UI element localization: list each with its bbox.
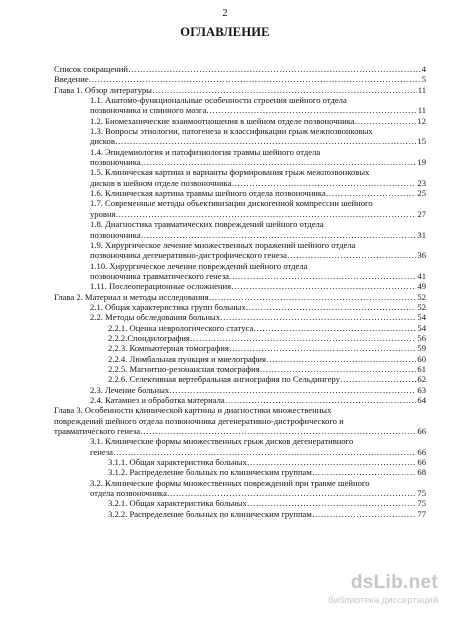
- table-of-contents: [54, 64, 426, 519]
- toc-page-number: 61: [417, 363, 426, 374]
- toc-page-number: 11: [417, 84, 426, 95]
- dot-leader: [115, 136, 417, 146]
- toc-page-number: 4: [421, 64, 426, 74]
- dot-leader: [209, 292, 417, 302]
- toc-entry: [54, 395, 426, 405]
- toc-entry-text: Список сокращений: [54, 64, 128, 74]
- dot-leader: [225, 395, 417, 405]
- toc-page-number: 25: [417, 188, 426, 199]
- dot-leader: [167, 488, 417, 498]
- dot-leader: [340, 374, 416, 384]
- toc-entry-text: позвоночника: [90, 229, 141, 240]
- dot-leader: [190, 333, 417, 343]
- toc-entry-text: дисков: [90, 136, 115, 147]
- toc-entry-text: 2.3. Лечение больных: [90, 384, 170, 395]
- watermark-logo: dsLib.net: [350, 572, 438, 593]
- toc-entry-text: 3.1.1. Общая характеристика больных: [108, 457, 247, 468]
- toc-entry-text: 2.2.6. Селективная вертебральная ангиография по Сельдингеру: [108, 374, 341, 385]
- toc-page-number: 75: [417, 498, 426, 509]
- toc-page-number: 68: [417, 467, 426, 478]
- toc-page-number: 36: [417, 250, 426, 261]
- toc-entry: [54, 74, 426, 84]
- toc-entry: [54, 478, 426, 499]
- dot-leader: [312, 509, 417, 519]
- watermark: [308, 572, 438, 606]
- toc-entry-text: отдела позвоночника: [90, 488, 167, 499]
- toc-page-number: 62: [417, 374, 426, 385]
- toc-entry-text: 2.2. Методы обследования больных: [90, 312, 221, 323]
- toc-entry-text: дисков в шейном отделе позвоночника: [90, 177, 232, 188]
- toc-entry-text: 3.2.2. Распределение больных по клиническим группам: [108, 508, 312, 519]
- toc-entry: [54, 116, 426, 126]
- toc-entry: [54, 405, 426, 436]
- toc-entry: [54, 385, 426, 395]
- toc-entry: [54, 302, 426, 312]
- toc-page-number: 66: [417, 426, 426, 437]
- dot-leader: [152, 85, 417, 95]
- toc-page-number: 27: [417, 208, 426, 219]
- toc-entry: [54, 95, 426, 116]
- dot-leader: [326, 188, 417, 198]
- toc-entry-text: 1.9. Хирургическое лечение множественных поражений шейного отдела: [90, 239, 356, 250]
- dot-leader: [229, 343, 417, 353]
- toc-entry-text: 2.2.5. Магнитно-резонансная томография: [108, 363, 260, 374]
- toc-entry-text: генеза: [90, 446, 113, 457]
- dot-leader: [247, 457, 417, 467]
- toc-entry-text: Глава 3. Особенности клинической картины и диагностики множественных: [54, 405, 332, 416]
- toc-entry-text: уровня: [90, 208, 116, 219]
- toc-page-number: 54: [417, 312, 426, 323]
- toc-entry-text: 3.1.2. Распределение больных по клиническим группам: [108, 467, 312, 478]
- dot-leader: [260, 364, 417, 374]
- toc-entry: [54, 333, 426, 343]
- toc-entry-text: 2.2.3. Компьютерная томография: [108, 343, 229, 354]
- toc-entry-text: 1.8. Диагностика травматических повреждений шейного отдела: [90, 219, 324, 230]
- toc-page-number: 66: [417, 446, 426, 457]
- toc-entry-text: Глава 1. Обзор литературы: [54, 84, 152, 95]
- toc-entry-text: позвоночника и спинного мозга: [90, 105, 207, 116]
- toc-entry-text: 1.6. Клиническая картина травмы шейного отдела позвоночника: [90, 188, 326, 199]
- dot-leader: [312, 467, 417, 477]
- toc-page-number: 64: [417, 395, 426, 405]
- toc-page-number: 5: [421, 74, 426, 85]
- toc-page-number: 11: [417, 105, 426, 116]
- toc-page-number: 75: [417, 488, 426, 499]
- toc-entry-text: 2.2.4. Люмбальная пункция и миелография: [108, 353, 266, 364]
- dot-leader: [355, 116, 417, 126]
- toc-entry-text: 2.1. Общая характеристика групп больных: [90, 301, 246, 312]
- toc-page-number: 12: [417, 115, 426, 126]
- toc-entry-text: 3.1. Клинические формы множественных грыж дисков дегенеративного: [90, 436, 354, 447]
- toc-entry-text: 1.11. Послеоперационные осложнения: [90, 281, 232, 292]
- toc-entry-text: позвоночника: [90, 157, 141, 168]
- toc-page-number: 77: [417, 508, 426, 519]
- toc-entry-text: 3.2.1. Общая характеристика больных: [108, 498, 247, 509]
- toc-page-number: 63: [417, 384, 426, 395]
- toc-entry: [54, 364, 426, 374]
- toc-entry-text: повреждений шейного отдела позвоночника дегенеративно-дистрофического и: [54, 415, 344, 426]
- toc-entry: [54, 85, 426, 95]
- toc-page-number: 52: [417, 301, 426, 312]
- toc-entry-text: травматического генеза: [54, 426, 141, 437]
- toc-entry: [54, 498, 426, 508]
- toc-page-number: 19: [417, 157, 426, 168]
- toc-entry: [54, 457, 426, 467]
- dot-leader: [141, 230, 417, 240]
- toc-entry-text: 2.4. Катамнез и обработка материала: [90, 395, 225, 405]
- toc-entry: [54, 312, 426, 322]
- toc-entry: [54, 323, 426, 333]
- toc-entry-text: 1.7. Современные методы объективизации дискогенной компрессии шейного: [90, 198, 373, 209]
- toc-page-number: 54: [417, 322, 426, 333]
- toc-entry-text: 2.2.1. Оценка неврологического статуса: [108, 322, 254, 333]
- dot-leader: [128, 64, 421, 74]
- toc-page-number: 52: [417, 291, 426, 302]
- dot-leader: [140, 426, 416, 436]
- toc-page-number: 56: [417, 332, 426, 343]
- toc-entry: [54, 240, 426, 261]
- toc-entry: [54, 436, 426, 457]
- toc-entry-text: позвоночника дегенеративно-дистрофического генеза: [90, 250, 287, 261]
- toc-page-number: 31: [417, 229, 426, 240]
- toc-entry-text: 1.3. Вопросы этиологии, патогенеза и классификации грыж межпозвонковых: [90, 126, 373, 137]
- dot-leader: [169, 385, 416, 395]
- toc-page-number: 23: [417, 177, 426, 188]
- toc-entry: [54, 467, 426, 477]
- toc-entry-text: 2.2.2.Спондилография: [108, 332, 190, 343]
- page-number: 2: [222, 8, 228, 19]
- toc-entry: [54, 354, 426, 364]
- toc-entry: [54, 219, 426, 240]
- toc-entry-text: 1.1. Анатомо-функциональные особенности строения шейного отдела: [90, 95, 347, 106]
- dot-leader: [141, 157, 417, 167]
- dot-leader: [231, 281, 416, 291]
- watermark-subtitle: библиотека диссертаций: [328, 595, 438, 606]
- dot-leader: [253, 323, 416, 333]
- toc-entry: [54, 374, 426, 384]
- dot-leader: [229, 271, 417, 281]
- toc-entry-text: 1.2. Биомеханические взаимоотношения в шейном отделе позвоночника: [90, 115, 355, 126]
- dot-leader: [287, 250, 416, 260]
- toc-entry: [54, 167, 426, 188]
- toc-entry-text: 1.4. Эпидемиология и патофизиология травмы шейного отдела: [90, 146, 321, 157]
- toc-page-number: 59: [417, 343, 426, 354]
- toc-entry: [54, 198, 426, 219]
- dot-leader: [247, 498, 417, 508]
- dot-leader: [113, 447, 416, 457]
- toc-entry: [54, 261, 426, 282]
- dot-leader: [206, 105, 416, 115]
- toc-page-number: 15: [417, 136, 426, 147]
- toc-entry: [54, 147, 426, 168]
- toc-entry: [54, 281, 426, 291]
- toc-entry-text: 1.5. Клиническая картина и варианты формирования грыж межпозвонковых: [90, 167, 370, 178]
- page-title: ОГЛАВЛЕНИЕ: [180, 25, 270, 39]
- toc-page-number: 60: [417, 353, 426, 364]
- toc-entry-text: 1.10. Хирургическое лечение повреждений шейного отдела: [90, 260, 308, 271]
- dot-leader: [266, 354, 416, 364]
- dot-leader: [89, 74, 421, 84]
- toc-entry: [54, 64, 426, 74]
- dot-leader: [246, 302, 417, 312]
- toc-entry-text: позвоночника травматического генеза: [90, 270, 229, 281]
- dot-leader: [220, 312, 416, 322]
- toc-entry-text: Введение: [54, 74, 89, 85]
- toc-entry: [54, 188, 426, 198]
- toc-entry: [54, 343, 426, 353]
- toc-entry-text: 3.2. Клинические формы множественных повреждений при травме шейного: [90, 477, 370, 488]
- toc-entry: [54, 126, 426, 147]
- toc-entry: [54, 509, 426, 519]
- toc-entry-text: Глава 2. Материал и методы исследования: [54, 291, 209, 302]
- dot-leader: [232, 178, 417, 188]
- toc-page-number: 41: [417, 270, 426, 281]
- toc-page-number: 49: [417, 281, 426, 292]
- toc-page-number: 66: [417, 457, 426, 468]
- toc-entry: [54, 292, 426, 302]
- dot-leader: [116, 209, 417, 219]
